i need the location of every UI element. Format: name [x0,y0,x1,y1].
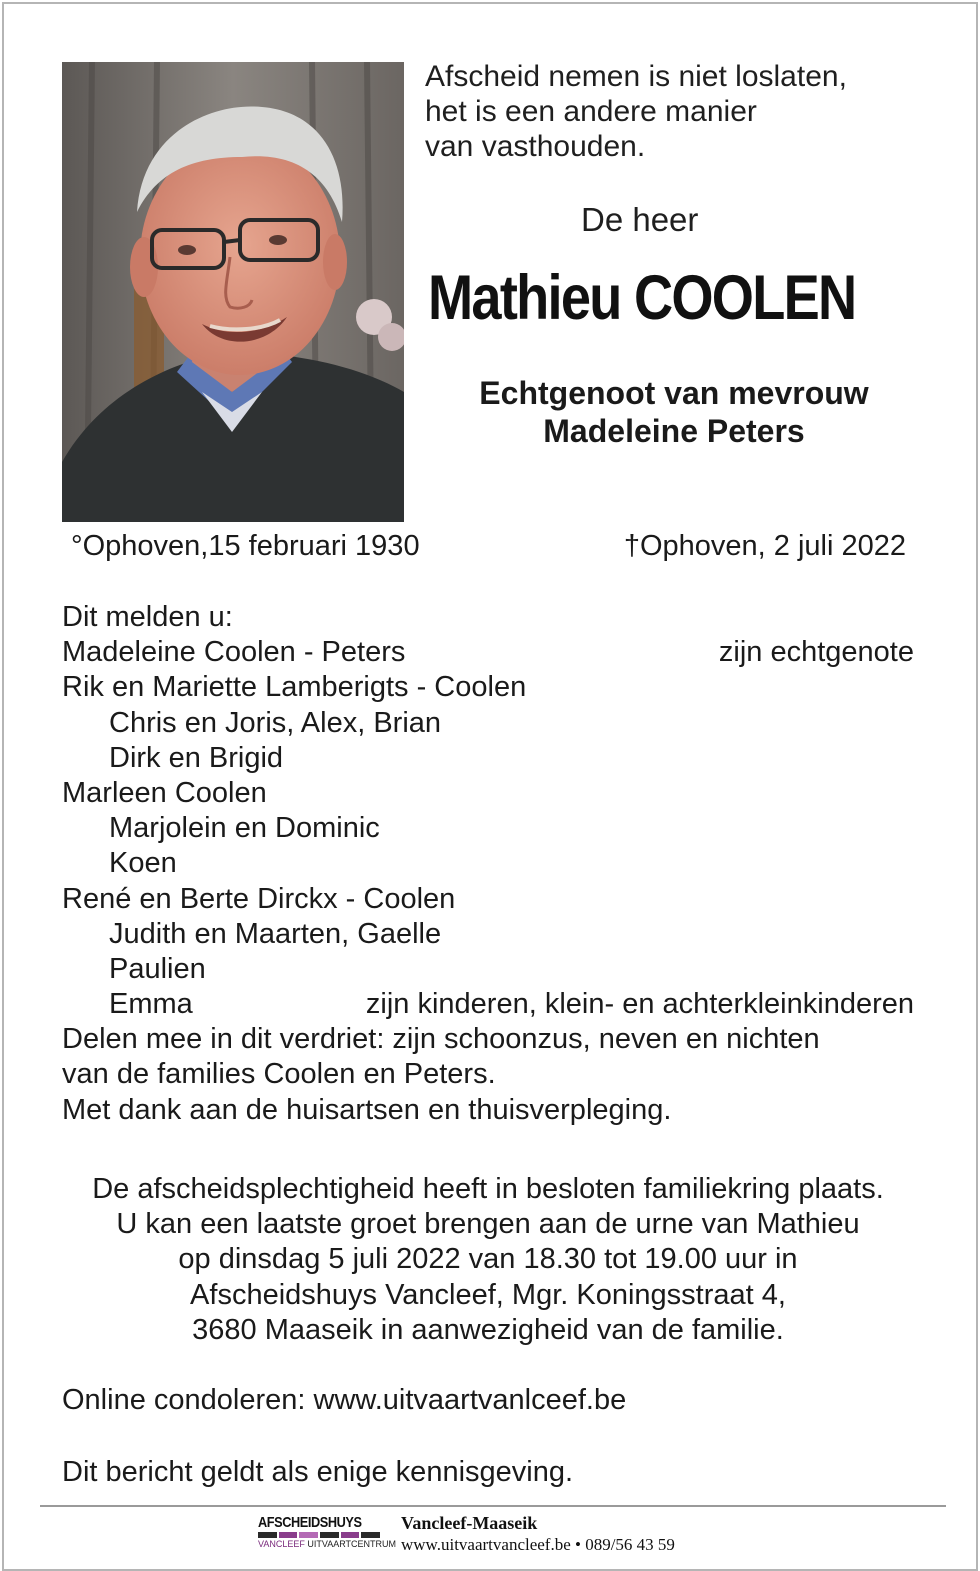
family-row [62,846,914,881]
online-condolence: Online condoleren: www.uitvaartvanlceef.be [62,1384,627,1416]
logo-bar-segment [258,1532,277,1538]
ceremony-line: op dinsdag 5 juli 2022 van 18.30 tot 19.00 uur in [178,1243,798,1276]
logo-bar-segment [361,1532,380,1538]
family-member: Koen [109,847,177,880]
spouse-line: Echtgenoot van mevrouw [479,375,869,411]
family-row [62,706,914,741]
quote-line: van vasthouden. [425,130,646,163]
quote-block [425,59,847,164]
family-row [62,670,914,705]
birth-info: °Ophoven,15 februari 1930 [71,530,420,562]
family-row [62,917,914,952]
family-member: Judith en Maarten, Gaelle [109,917,442,950]
funeral-home-logo [258,1514,397,1550]
family-member: Emma [109,988,193,1021]
family-member: Marleen Coolen [62,776,267,809]
company-name: Vancleef-Maaseik [401,1513,538,1533]
family-member: Madeleine Coolen - Peters [62,636,406,669]
logo-name: AFSCHEIDSHUYS [258,1514,362,1531]
spouse-block [424,374,924,450]
deceased-name: Mathieu COOLEN [428,263,856,333]
family-relation: zijn kinderen, klein- en achterkleinkinderen [365,988,914,1021]
family-member: Chris en Joris, Alex, Brian [109,706,442,739]
family-note: van de families Coolen en Peters. [62,1058,496,1091]
family-row [62,987,914,1022]
family-member: Dirk en Brigid [109,741,284,774]
logo-bar-segment [341,1532,360,1538]
ceremony-line: De afscheidsplechtigheid heeft in besloten familiekring plaats. [92,1173,884,1205]
family-note: Delen mee in dit verdriet: zijn schoonzus, neven en nichten [62,1023,820,1056]
family-list [62,600,914,1128]
family-relation: zijn echtgenote [718,636,914,669]
logo-sub-left: VANCLEEF [258,1539,305,1549]
family-member: Marjolein en Dominic [109,812,380,845]
spouse-name: Madeleine Peters [543,413,805,449]
quote-line: het is een andere manier [425,95,757,128]
family-row [62,952,914,987]
obituary-card [2,2,978,1571]
quote-line: Afscheid nemen is niet loslaten, [425,60,847,93]
logo-subtitle [258,1539,397,1549]
logo-bar-segment [279,1532,298,1538]
family-row [62,882,914,917]
logo-bar-segment [320,1532,339,1538]
family-member: René en Berte Dirckx - Coolen [62,882,456,915]
family-row [62,1093,914,1128]
family-row [62,811,914,846]
family-note: Met dank aan de huisartsen en thuisverpleging. [62,1093,672,1126]
family-row [62,635,914,670]
ceremony-info [62,1172,914,1348]
portrait-photo [62,62,404,522]
family-member: Paulien [109,952,206,985]
ceremony-line: 3680 Maaseik in aanwezigheid van de familie. [192,1313,784,1346]
logo-sub-right: UITVAARTCENTRUM [307,1539,397,1549]
family-row [62,1057,914,1092]
family-row [62,776,914,811]
honorific-title: De heer [581,201,699,238]
ceremony-line: Afscheidshuys Vancleef, Mgr. Koningsstraat 4, [190,1278,786,1311]
footer-info [401,1513,675,1557]
family-row [62,741,914,776]
death-info: †Ophoven, 2 juli 2022 [623,530,906,562]
family-member: Rik en Mariette Lamberigts - Coolen [62,671,527,704]
ceremony-line: U kan een laatste groet brengen aan de urne van Mathieu [116,1208,860,1241]
footer-divider [40,1505,946,1507]
family-row [62,1022,914,1057]
notice-text: Dit bericht geldt als enige kennisgeving. [62,1456,574,1488]
logo-color-bar [258,1532,382,1538]
logo-bar-segment [299,1532,318,1538]
company-contact[interactable]: www.uitvaartvancleef.be • 089/56 43 59 [401,1535,675,1554]
family-intro: Dit melden u: [62,601,233,633]
